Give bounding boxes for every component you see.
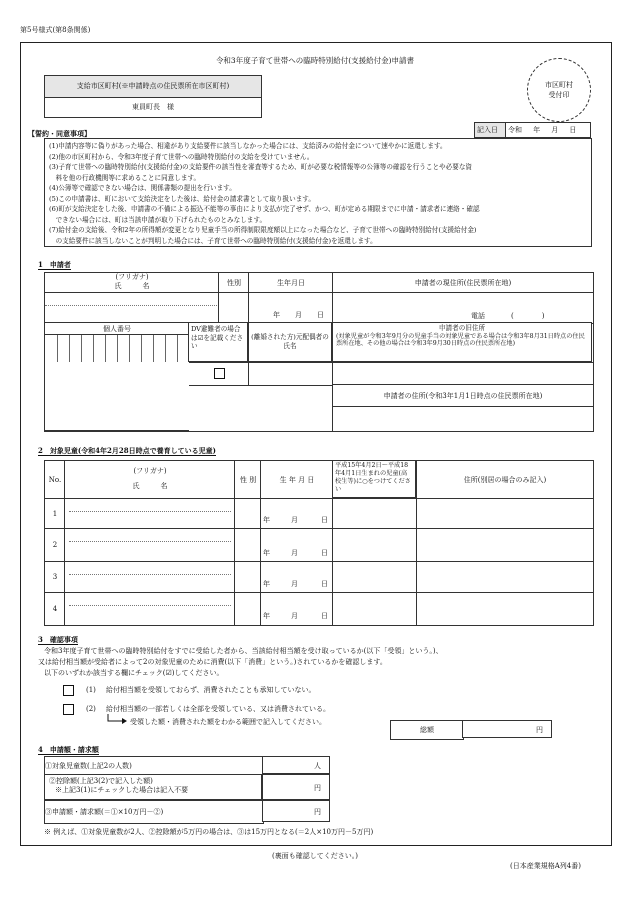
child-birth-header: 生 年 月 日 (260, 460, 334, 500)
child-gender-input[interactable] (234, 528, 262, 563)
section2-heading: 2 対象児童(令和4年2月28日時点で養育している児童) (38, 446, 216, 455)
section4-heading: 4 申請額・請求額 (38, 745, 99, 754)
pledge-item: できない場合には、町は当該申請が取り下げられたものとみなします。 (49, 215, 267, 224)
arrow-note: 受領した額・消費された額をわかる範囲で記入してください。 (130, 718, 326, 726)
child-name-input[interactable] (64, 561, 236, 594)
old-address-header: 申請者の旧住所 (対象児童が令和3年9月分の児童手当の対象児童である場合は令和3年8月31日時点の住民票所在地、その他の場合は令和3年9月30日時点の住民票所在地) (332, 322, 592, 362)
personal-number-header: 個人番号 (44, 322, 190, 336)
pledge-item: (2)他の市区町村から、令和3年度子育て世帯への臨時特別給付の支給を受けていません。 (49, 152, 314, 161)
address-header: 申請者の現住所(住民票所在地) (332, 272, 594, 294)
phone-input[interactable]: ( ) (511, 312, 545, 320)
option2-no: (2) (86, 705, 96, 713)
child-address-input[interactable] (416, 561, 594, 594)
child-gender-input[interactable] (234, 561, 262, 594)
example-note: ※ 例えば、①対象児童数が2人、②控除額が5万円の場合は、③は15万円となる(＝2人×10万円－5万円) (44, 828, 374, 836)
child-row-no: 3 (44, 561, 66, 594)
pledge-item: (6)町が支給決定をした後、申請書の不備による振込不能等の事由により支払が完了せず、かつ、町が定める期限までに申請・請求者に連絡・確認 (49, 205, 480, 213)
amount-row3-label: ③申請額・請求額(＝①×10万円－②) (44, 800, 264, 824)
jan-address-header: 申請者の住所(令和3年1月1日時点の住民票所在地) (332, 384, 594, 408)
total-label: 総額 (390, 720, 464, 740)
recipient-table (44, 75, 262, 118)
reception-stamp (527, 58, 591, 122)
day-unit: 日 (569, 125, 577, 134)
hs-input[interactable] (332, 592, 418, 626)
dv-label: DV避難者の場合は☑を記載ください (188, 322, 248, 362)
recipient-header: 支給市区町村(※申請時点の住民票所在市区町村) (45, 76, 262, 98)
child-count-input[interactable]: 人 (262, 756, 330, 774)
applicant-blank (44, 362, 189, 431)
hs-input[interactable] (332, 528, 418, 563)
jan-address-input[interactable] (332, 406, 594, 432)
old-address-input[interactable] (332, 362, 594, 386)
month-unit: 月 (551, 125, 559, 134)
applicant-address-input[interactable] (332, 292, 594, 324)
pledge-item: (3)子育て世帯への臨時特別給付(支援給付金)の支給要件の該当性を審査等するため、町が必要な税情報等の公簿等の確認を行うことや必要な資 (49, 163, 473, 171)
phone-label: 電話 (471, 312, 485, 320)
arrow-icon (106, 714, 128, 726)
child-row-no: 1 (44, 498, 66, 530)
recipient-value[interactable]: 東員町長 様 (45, 98, 262, 118)
child-name-input[interactable] (64, 498, 236, 530)
confirm-p1: 令和3年度子育て世帯への臨時特別給付をすでに受給した者から、当該給付相当額を受け取っているか(以下「受領」という。)、 (44, 647, 443, 655)
child-name-input[interactable] (64, 592, 236, 626)
dv-cell (188, 362, 250, 386)
child-row-no: 4 (44, 592, 66, 626)
entry-date-field[interactable] (506, 123, 591, 138)
total-input[interactable]: 円 (462, 720, 552, 738)
child-address-input[interactable] (416, 592, 594, 626)
child-address-input[interactable] (416, 498, 594, 530)
applicant-name-input[interactable] (44, 292, 220, 324)
child-birth-input[interactable]: 年 月 日 (260, 561, 334, 594)
child-gender-header: 性 別 (234, 460, 262, 500)
hs-header: 平成15年4月2日〜平成18年4月1日生まれの児童(高校生等)に○をつけてください (332, 460, 416, 498)
year-unit: 年 (533, 125, 541, 134)
spouse-input[interactable] (248, 362, 334, 386)
dv-checkbox[interactable] (214, 368, 225, 379)
pledge-item: の支給要件に該当しないことが判明した場合には、子育て世帯への臨時特別給付(支援給付金)を返還します。 (49, 236, 377, 245)
child-birth-input[interactable]: 年 月 日 (260, 592, 334, 626)
option2-label: 給付相当額の一部若しくは全部を受領している、又は消費されている。 (106, 705, 330, 713)
deduction-input[interactable]: 円 (262, 774, 330, 800)
form-title: 令和3年度子育て世帯への臨時特別給付(支援給付金)申請書 (215, 56, 415, 65)
stamp-line1: 市区町村 (545, 81, 573, 89)
pledge-heading: 【誓約・同意事項】 (28, 129, 91, 138)
pledge-item: (1)申請内容等に偽りがあった場合、相違があり支給要件に該当しなかった場合には、支給済みの給付金について速やかに返還します。 (49, 142, 447, 150)
back-note: (裏面も確認してください。) (272, 852, 358, 860)
era: 令和 (508, 125, 522, 134)
entry-date (474, 122, 591, 138)
child-address-input[interactable] (416, 528, 594, 563)
applicant-name-header: (フリガナ) 氏 名 (44, 272, 220, 294)
pledge-item: (4)公簿等で確認できない場合は、関係書類の提出を行います。 (49, 184, 236, 192)
entry-date-label: 記入日 (475, 123, 506, 138)
child-name-input[interactable] (64, 528, 236, 563)
pledge-item: (5)この申請書は、町において支給決定をした後は、給付金の請求書として取り扱います。 (49, 194, 315, 203)
birth-header: 生年月日 (248, 272, 334, 294)
child-no-header: No. (44, 460, 66, 500)
form-number: 第5号様式(第8条関係) (20, 26, 91, 34)
paper-size-note: (日本産業規格A列4番) (510, 862, 581, 870)
pledge-item: 料を他の行政機関等に求めることに同意します。 (49, 173, 201, 182)
child-gender-input[interactable] (234, 498, 262, 530)
confirm-p2: 又は給付相当額が受給者によって2の対象児童のために消費(以下「消費」という。)されているかを確認します。 (38, 658, 387, 666)
claim-amount-input[interactable]: 円 (262, 800, 330, 822)
pledge-item: (7)給付金の支給後、令和2年の所得額が変更となり児童手当の所得制限限度額以上になった場合など、子育て世帯への臨時特別給付(支援給付金) (49, 226, 477, 234)
option1-no: (1) (86, 686, 96, 694)
child-address-header: 住所(別居の場合のみ記入) (416, 460, 594, 500)
applicant-gender-input[interactable] (218, 292, 250, 324)
child-birth-input[interactable]: 年 月 日 (260, 528, 334, 563)
hs-input[interactable] (332, 498, 418, 530)
option1-checkbox[interactable] (63, 685, 74, 696)
option2-checkbox[interactable] (63, 704, 74, 715)
gender-header: 性別 (218, 272, 250, 294)
section3-heading: 3 確認事項 (38, 635, 78, 644)
section1-heading: 1 申請者 (38, 260, 71, 269)
child-birth-input[interactable]: 年 月 日 (260, 498, 334, 530)
hs-input[interactable] (332, 561, 418, 594)
amount-row1-label: ①対象児童数(上記2の人数) (44, 756, 264, 776)
stamp-line2: 受付印 (548, 91, 570, 99)
option1-label: 給付相当額を受領しておらず、消費されたことも承知していない。 (106, 686, 316, 694)
pledge-box (44, 138, 592, 247)
child-row-no: 2 (44, 528, 66, 563)
amount-row2-label: ②控除額(上記3(2)で記入した額) ※上記3(1)にチェックした場合は記入不要 (44, 774, 262, 800)
child-gender-input[interactable] (234, 592, 262, 626)
child-name-header: (フリガナ) 氏 名 (64, 460, 236, 500)
personal-number-input[interactable] (44, 334, 190, 364)
spouse-header: (離婚された方)元配偶者の氏名 (248, 322, 332, 362)
confirm-p3: 以下のいずれか該当する欄にチェック(☑)してください。 (44, 669, 224, 677)
applicant-birth-input[interactable]: 年 月 日 (248, 292, 334, 324)
